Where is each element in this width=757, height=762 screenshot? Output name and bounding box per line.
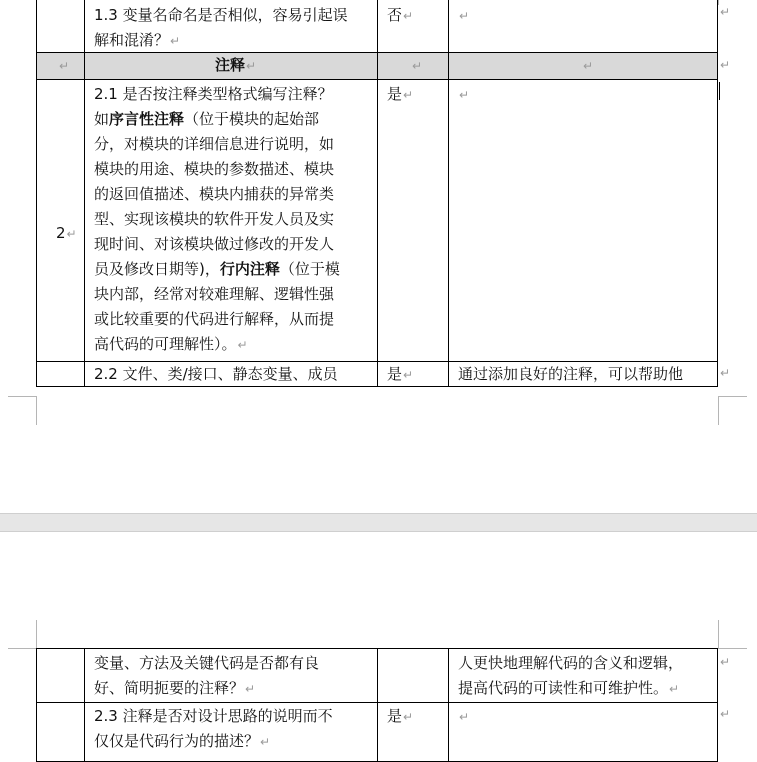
question-line: 分，对模块的详细信息进行说明，如 — [94, 135, 335, 153]
row-end-mark-icon: ↵ — [720, 5, 731, 19]
text-cursor — [719, 82, 720, 100]
section-header-note — [448, 52, 718, 80]
paragraph-mark-icon: ↵ — [459, 88, 470, 102]
table-cell-answer — [377, 702, 449, 762]
row-end-mark-icon: ↵ — [720, 366, 731, 380]
paragraph-mark-icon: ↵ — [246, 59, 257, 73]
question-line: 解和混淆？ — [94, 31, 170, 49]
paragraph-mark-icon: ↵ — [403, 710, 414, 724]
page-break-gap — [0, 513, 757, 532]
section-header-answer — [377, 52, 449, 80]
table-cell-note — [448, 361, 718, 387]
paragraph-mark-icon: ↵ — [403, 9, 414, 23]
section-header-title-cell — [84, 52, 378, 80]
crop-mark-top-left — [8, 620, 37, 649]
note-line: 人更快地理解代码的含义和逻辑， — [458, 654, 684, 672]
crop-mark-bottom-right — [718, 396, 747, 425]
paragraph-mark-icon: ↵ — [245, 682, 256, 696]
note-line: 提高代码的可读性和可维护性。 — [458, 679, 669, 697]
answer-text: 是 — [387, 365, 403, 383]
answer-text: 是 — [387, 85, 403, 103]
question-line: 2.1 是否按注释类型格式编写注释？ — [94, 85, 333, 103]
answer-text: 是 — [387, 707, 403, 725]
paragraph-mark-icon: ↵ — [170, 34, 181, 48]
question-line: 块内部，经常对较难理解、逻辑性强 — [94, 285, 335, 303]
question-line: 或比较重要的代码进行解释，从而提 — [94, 310, 335, 328]
table-cell-note — [448, 702, 718, 762]
table-cell-index — [36, 702, 85, 762]
question-text: （位于模 — [279, 260, 340, 278]
paragraph-mark-icon: ↵ — [260, 735, 271, 749]
table-cell-index — [36, 79, 85, 362]
table-cell-index — [36, 648, 85, 703]
paragraph-mark-icon: ↵ — [669, 682, 680, 696]
question-line: 好、简明扼要的注释？ — [94, 679, 245, 697]
question-line: 2.2 文件、类/接口、静态变量、成员 — [94, 365, 338, 383]
question-line: 现时间、对该模块做过修改的开发人 — [94, 235, 335, 253]
table-cell-note — [448, 0, 718, 53]
table-cell-answer — [377, 0, 449, 53]
note-line: 通过添加良好的注释，可以帮助他 — [458, 365, 684, 383]
row-end-mark-icon: ↵ — [720, 655, 731, 669]
bold-term: 行内注释 — [219, 260, 280, 278]
question-line: 1.3 变量名命名是否相似，容易引起误 — [94, 6, 348, 24]
question-line: 模块的用途、模块的参数描述、模块 — [94, 160, 335, 178]
table-cell-answer — [377, 361, 449, 387]
paragraph-mark-icon: ↵ — [403, 88, 414, 102]
question-text: 员及修改日期等)， — [94, 260, 220, 278]
table-cell-answer — [377, 648, 449, 703]
paragraph-mark-icon: ↵ — [459, 9, 470, 23]
question-line: 型、实现该模块的软件开发人员及实 — [94, 210, 335, 228]
paragraph-mark-icon: ↵ — [459, 710, 470, 724]
table-cell-question — [84, 648, 378, 703]
crop-mark-bottom-left — [8, 396, 37, 425]
paragraph-mark-icon: ↵ — [237, 338, 248, 352]
crop-mark-top-right — [718, 0, 719, 5]
question-line: 变量、方法及关键代码是否都有良 — [94, 654, 320, 672]
question-line: 2.3 注释是否对设计思路的说明而不 — [94, 707, 333, 725]
crop-mark-top-right — [718, 620, 747, 649]
table-cell-index — [36, 361, 85, 387]
question-text: 如 — [94, 110, 110, 128]
table-cell-question — [84, 0, 378, 53]
answer-text: 否 — [387, 6, 403, 24]
table-cell-note — [448, 79, 718, 362]
row-end-mark-icon: ↵ — [720, 58, 731, 72]
table-cell-index — [36, 0, 85, 53]
paragraph-mark-icon: ↵ — [66, 227, 77, 241]
question-line: 的返回值描述、模块内捕获的异常类 — [94, 185, 335, 203]
row-number: 2 — [56, 224, 66, 242]
table-cell-note — [448, 648, 718, 703]
question-line: 仅仅是代码行为的描述？ — [94, 732, 260, 750]
table-cell-question — [84, 702, 378, 762]
paragraph-mark-icon: ↵ — [59, 59, 70, 73]
document-page-2 — [0, 532, 757, 751]
question-text: （位于模块的起始部 — [184, 110, 320, 128]
table-cell-question — [84, 361, 378, 387]
section-title: 注释 — [215, 56, 246, 74]
bold-term: 序言性注释 — [109, 110, 185, 128]
paragraph-mark-icon: ↵ — [412, 59, 423, 73]
paragraph-mark-icon: ↵ — [403, 368, 414, 382]
table-cell-question — [84, 79, 378, 362]
table-cell-answer — [377, 79, 449, 362]
row-end-mark-icon: ↵ — [720, 707, 731, 721]
section-header-index — [36, 52, 85, 80]
paragraph-mark-icon: ↵ — [583, 59, 594, 73]
question-line: 高代码的可理解性）。 — [94, 335, 237, 353]
